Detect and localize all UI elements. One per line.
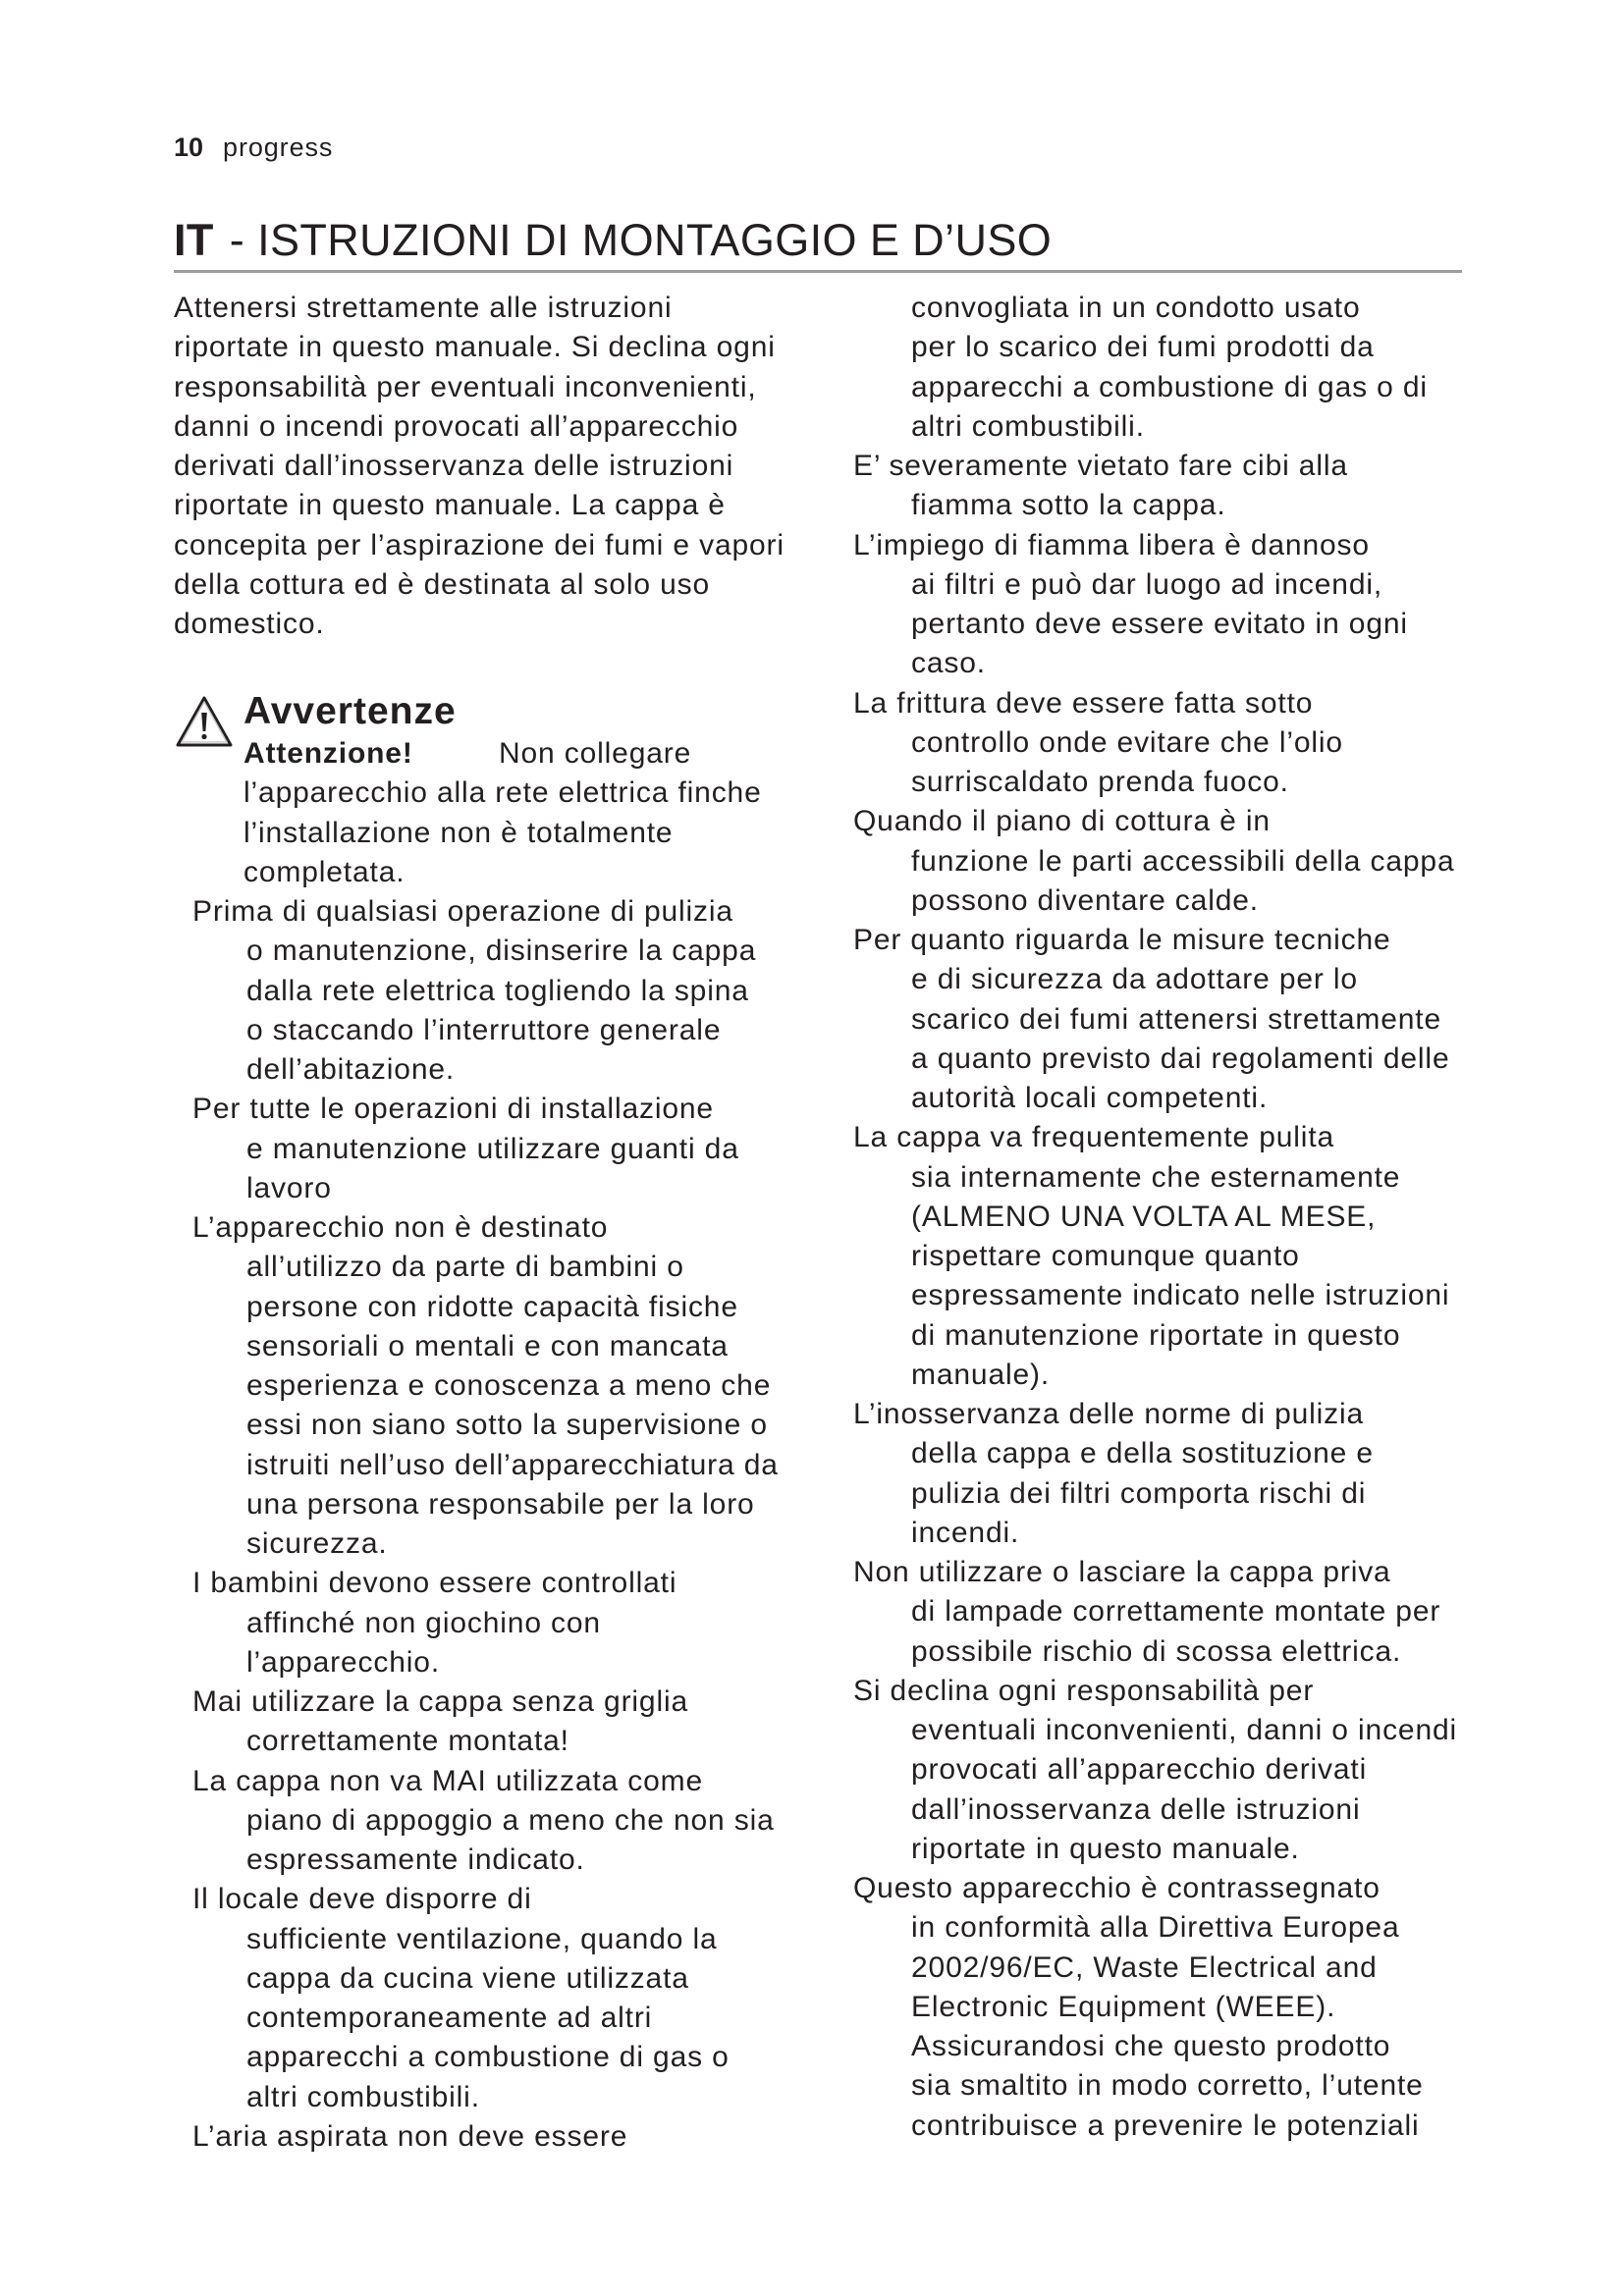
text-line: Il locale deve disporre di [192,1883,532,1916]
text-line: Attenersi strettamente alle istruzioni [174,292,673,324]
text-line: funzione le parti accessibili della cappa [911,844,1455,878]
text-line: Electronic Equipment (WEEE). [911,1990,1336,2023]
text-line: contribuisce a prevenire le potenziali [911,2109,1420,2142]
text-line: autorità locali competenti. [911,1082,1269,1114]
text-line: altri combustibili. [911,409,1145,443]
text-line: pertanto deve essere evitato in ogni [911,608,1408,640]
warning-item [853,802,1457,921]
text-line: e manutenzione utilizzare guanti da [246,1132,739,1165]
page-header [174,130,333,165]
warning-item [174,1208,779,1564]
text-line: completata. [244,855,406,888]
text-line [174,734,779,774]
text-line: L’aria aspirata non deve essere [192,2119,628,2153]
text-line: Per tutte le operazioni di installazione [192,1093,714,1126]
text-line: responsabilità per eventuali inconvenienti, [174,370,757,403]
text-line: apparecchi a combustione di gas o [246,2041,730,2074]
attention-notice [174,734,779,892]
text-line: manuale). [911,1358,1051,1391]
warning-item [853,921,1457,1118]
warnings-title: Avvertenze [244,690,457,732]
text-line: sufficiente ventilazione, quando la [246,1922,718,1955]
text-line: l’apparecchio. [246,1645,441,1679]
text-line: eventuali inconvenienti, danni o incendi [911,1714,1458,1746]
brand-name: progress [223,133,334,162]
page-title [174,213,1052,268]
text-line: all’utilizzo da parte di bambini o [246,1251,684,1284]
text-line: La frittura deve essere fatta sotto [853,686,1314,720]
text-line: Per quanto riguarda le misure tecniche [853,924,1391,956]
text-line: sia smaltito in modo corretto, l’utente [911,2069,1424,2103]
attention-label: Attenzione! [244,737,413,770]
text-line: riportate in questo manuale. Si declina ogni [174,331,776,364]
warning-item [174,2117,779,2157]
text-line: incendi. [911,1516,1020,1549]
text-line: istruiti nell’uso dell’apparecchiatura da [246,1448,779,1481]
text-line: essi non siano sotto la supervisione o [246,1409,768,1442]
text-line: caso. [911,647,986,680]
text-line: l’apparecchio alla rete elettrica finche [244,776,762,810]
text-line: di lampade correttamente montate per [911,1595,1441,1629]
text-line: sia internamente che esternamente [911,1160,1401,1194]
warning-item [853,526,1457,684]
text-line: contemporaneamente ad altri [246,2002,653,2034]
text-line: altri combustibili. [246,2080,480,2113]
warning-item [174,1880,779,2117]
text-line: L’inosservanza delle norme di pulizia [853,1398,1365,1430]
text-line: una persona responsabile per la loro [246,1487,755,1521]
text-line: domestico. [174,608,325,640]
text-line: persone con ridotte capacità fisiche [246,1290,738,1323]
text-line: della cottura ed è destinata al solo uso [174,567,711,601]
text-line: o manutenzione, disinserire la cappa [246,934,757,968]
warning-item [174,1762,779,1881]
text-line: per lo scarico dei fumi prodotti da [911,331,1375,364]
page-number: 10 [174,133,204,162]
text-line: concepita per l’aspirazione dei fumi e vapori [174,528,785,561]
text-line: in conformità alla Direttiva Europea [911,1911,1400,1945]
text-line: sensoriali o mentali e con mancata [246,1329,729,1362]
text-line: La cappa non va MAI utilizzata come [192,1764,704,1797]
text-line: Mai utilizzare la cappa senza griglia [192,1685,689,1718]
text-line: dalla rete elettrica togliendo la spina [246,974,749,1007]
text-line: provocati all’apparecchio derivati [911,1753,1368,1787]
warning-item [853,1395,1457,1553]
text-line: espressamente indicato. [246,1843,585,1876]
text-line: sicurezza. [246,1527,388,1560]
text-line: a quanto previsto dai regolamenti delle [911,1041,1450,1075]
text-line: rispettare comunque quanto [911,1240,1300,1272]
warnings-list [174,734,779,2157]
text-line: L’impiego di fiamma libera è dannoso [853,528,1370,561]
text-line: della cappa e della sostituzione e [911,1437,1374,1470]
warning-item [853,1118,1457,1395]
warning-item [853,1869,1457,2146]
title-rule [174,270,1462,273]
text-line: convogliata in un condotto usato [911,292,1361,324]
text-line: danni o incendi provocati all’apparecchio [174,409,739,443]
text-line: dell’abitazione. [246,1053,456,1086]
text-line: surriscaldato prenda fuoco. [911,766,1289,798]
text-line: Non utilizzare o lasciare la cappa priva [853,1556,1391,1588]
text-line: possono diventare calde. [911,883,1259,917]
text-line: piano di appoggio a meno che non sia [246,1803,775,1837]
text-line: 2002/96/EC, Waste Electrical and [911,1950,1378,1984]
text-line: ai filtri e può dar luogo ad incendi, [911,567,1383,601]
text-line: pulizia dei filtri comporta rischi di [911,1476,1367,1510]
text-line: cappa da cucina viene utilizzata [246,1961,689,1995]
text-line: l’installazione non è totalmente [244,816,674,849]
warning-item [853,684,1457,803]
text-line: di manutenzione riportate in questo [911,1318,1401,1352]
warning-item [174,1564,779,1682]
text-line: esperienza e conoscenza a meno che [246,1369,772,1402]
text-line: (ALMENO UNA VOLTA AL MESE, [911,1200,1377,1233]
text-line: fiamma sotto la cappa. [911,489,1226,522]
title-text: - ISTRUZIONI DI MONTAGGIO E D’USO [229,215,1053,265]
text-fragment: Non collegare [499,737,692,770]
warning-item [853,447,1457,526]
text-line: derivati dall’inosservanza delle istruzioni [174,450,734,482]
text-line: espressamente indicato nelle istruzioni [911,1279,1450,1312]
text-line: riportate in questo manuale. [911,1832,1300,1865]
text-line: L’apparecchio non è destinato [192,1211,609,1244]
text-line: o staccando l’interruttore generale [246,1013,722,1046]
text-line: affinché non giochino con [246,1606,601,1639]
text-line: riportate in questo manuale. La cappa è [174,489,726,522]
text-line: scarico dei fumi attenersi strettamente [911,1002,1442,1036]
text-line: Quando il piano di cottura è in [853,805,1271,838]
text-line: dall’inosservanza delle istruzioni [911,1792,1361,1826]
text-line: E’ severamente vietato fare cibi alla [853,450,1348,482]
warning-item [853,1672,1457,1869]
intro-paragraph [174,289,785,644]
text-line: Si declina ogni responsabilità per [853,1674,1315,1707]
right-column [853,289,1457,2146]
language-code: IT [174,215,214,265]
text-line: lavoro [246,1171,332,1204]
warning-item-continued [853,289,1457,447]
text-line: e di sicurezza da adottare per lo [911,963,1358,996]
warning-item [174,1682,779,1762]
warning-item [174,892,779,1090]
text-line: controllo onde evitare che l’olio [911,725,1343,759]
text-line: Prima di qualsiasi operazione di pulizia [192,895,733,928]
text-line: possibile rischio di scossa elettrica. [911,1634,1402,1668]
text-line: I bambini devono essere controllati [192,1567,677,1600]
warning-item [174,1090,779,1208]
warning-item [853,1553,1457,1672]
text-line: apparecchi a combustione di gas o di [911,370,1428,403]
text-line: La cappa va frequentemente pulita [853,1121,1335,1154]
text-line: Questo apparecchio è contrassegnato [853,1872,1380,1904]
text-line: Assicurandosi che questo prodotto [911,2030,1391,2062]
text-line: correttamente montata! [246,1725,569,1758]
